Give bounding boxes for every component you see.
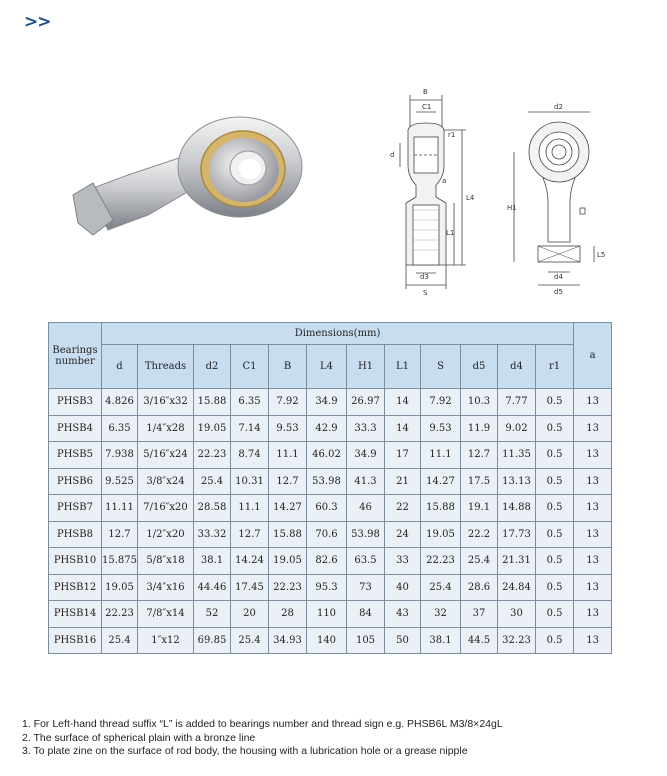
table-cell: 34.9	[307, 389, 347, 416]
table-row	[49, 627, 612, 654]
column-header: d2	[194, 345, 231, 389]
bearing-number-cell: PHSB3	[49, 389, 102, 416]
table-cell: 19.05	[421, 521, 461, 548]
table-cell: 26.97	[347, 389, 385, 416]
table-row	[49, 389, 612, 416]
header-bearings-number: Bearings number	[49, 323, 102, 389]
label-r1: r1	[448, 131, 456, 139]
table-cell: 22.23	[194, 442, 231, 469]
table-cell: 41.3	[347, 468, 385, 495]
table-cell: 17.45	[231, 574, 269, 601]
table-cell: 12.7	[231, 521, 269, 548]
table-cell: 32.23	[498, 627, 536, 654]
table-cell: 70.6	[307, 521, 347, 548]
table-cell: 38.1	[194, 548, 231, 575]
column-header: B	[269, 345, 307, 389]
column-header: d5	[461, 345, 498, 389]
table-cell: 12.7	[102, 521, 138, 548]
label-H1: H1	[507, 204, 517, 212]
table-cell: 0.5	[536, 574, 574, 601]
table-row	[49, 495, 612, 522]
table-row	[49, 548, 612, 575]
table-cell: 7.14	[231, 415, 269, 442]
table-row	[49, 415, 612, 442]
column-header: d4	[498, 345, 536, 389]
table-cell: 12.7	[461, 442, 498, 469]
note-1: 1. For Left-hand thread suffix “L” is added to bearings number and thread sign e.g. PHSB6L M3/8×24gL	[22, 718, 503, 730]
table-cell: 7.938	[102, 442, 138, 469]
table-cell: 13	[574, 442, 612, 469]
table-cell: 3/16″x32	[138, 389, 194, 416]
table-cell: 28.6	[461, 574, 498, 601]
table-cell: 0.5	[536, 627, 574, 654]
table-cell: 7/8″x14	[138, 601, 194, 628]
table-cell: 19.05	[102, 574, 138, 601]
table-cell: 15.88	[269, 521, 307, 548]
table-cell: 10.3	[461, 389, 498, 416]
table-cell: 13	[574, 468, 612, 495]
table-cell: 30	[498, 601, 536, 628]
table-cell: 7/16″x20	[138, 495, 194, 522]
label-d5: d5	[554, 288, 563, 296]
column-header: d	[102, 345, 138, 389]
table-cell: 6.35	[231, 389, 269, 416]
label-d2: d2	[554, 103, 563, 111]
table-cell: 9.53	[421, 415, 461, 442]
label-L1: L1	[446, 229, 455, 237]
label-S: S	[423, 289, 428, 297]
table-row	[49, 521, 612, 548]
table-cell: 14	[385, 389, 421, 416]
header-arrows: >>	[24, 12, 51, 32]
table-cell: 14.27	[421, 468, 461, 495]
table-cell: 12.7	[269, 468, 307, 495]
table-row	[49, 601, 612, 628]
table-cell: 0.5	[536, 601, 574, 628]
table-cell: 22.23	[269, 574, 307, 601]
bearing-number-cell: PHSB8	[49, 521, 102, 548]
header-a: a	[574, 323, 612, 389]
label-L5: L5	[597, 251, 606, 259]
bearing-number-cell: PHSB14	[49, 601, 102, 628]
note-3: 3. To plate zine on the surface of rod body, the housing with a lubrication hole or a grease nipple	[22, 745, 468, 757]
table-cell: 22.23	[421, 548, 461, 575]
table-cell: 25.4	[421, 574, 461, 601]
column-header-row	[49, 345, 612, 389]
table-cell: 13	[574, 415, 612, 442]
table-cell: 53.98	[307, 468, 347, 495]
table-cell: 24.84	[498, 574, 536, 601]
table-cell: 17.5	[461, 468, 498, 495]
table-cell: 82.6	[307, 548, 347, 575]
label-a: a	[442, 177, 447, 185]
table-cell: 33.32	[194, 521, 231, 548]
table-cell: 0.5	[536, 495, 574, 522]
table-cell: 140	[307, 627, 347, 654]
table-cell: 22.2	[461, 521, 498, 548]
table-cell: 33	[385, 548, 421, 575]
table-cell: 34.9	[347, 442, 385, 469]
table-cell: 13	[574, 548, 612, 575]
table-row	[49, 574, 612, 601]
label-d: d	[390, 151, 395, 159]
bearing-number-cell: PHSB16	[49, 627, 102, 654]
table-cell: 52	[194, 601, 231, 628]
bearing-number-cell: PHSB5	[49, 442, 102, 469]
column-header: C1	[231, 345, 269, 389]
dimension-table-container	[48, 322, 611, 652]
table-cell: 0.5	[536, 389, 574, 416]
note-2: 2. The surface of spherical plain with a bronze line	[22, 731, 256, 744]
table-cell: 13	[574, 495, 612, 522]
table-cell: 0.5	[536, 521, 574, 548]
table-cell: 11.1	[269, 442, 307, 469]
table-cell: 14	[385, 415, 421, 442]
table-cell: 19.05	[194, 415, 231, 442]
label-C1: C1	[422, 103, 432, 111]
table-cell: 1″x12	[138, 627, 194, 654]
table-cell: 69.85	[194, 627, 231, 654]
table-cell: 25.4	[461, 548, 498, 575]
table-cell: 21	[385, 468, 421, 495]
table-cell: 11.1	[421, 442, 461, 469]
table-cell: 9.525	[102, 468, 138, 495]
table-cell: 5/16″x24	[138, 442, 194, 469]
table-cell: 44.46	[194, 574, 231, 601]
side-section-drawing	[380, 85, 495, 297]
table-body	[49, 389, 612, 654]
column-header: L4	[307, 345, 347, 389]
table-cell: 25.4	[231, 627, 269, 654]
notes	[22, 718, 503, 759]
table-cell: 0.5	[536, 415, 574, 442]
column-header: S	[421, 345, 461, 389]
table-cell: 50	[385, 627, 421, 654]
table-cell: 0.5	[536, 468, 574, 495]
table-cell: 13	[574, 521, 612, 548]
table-cell: 19.05	[269, 548, 307, 575]
table-cell: 6.35	[102, 415, 138, 442]
table-cell: 25.4	[194, 468, 231, 495]
table-cell: 63.5	[347, 548, 385, 575]
table-row	[49, 442, 612, 469]
table-cell: 11.1	[231, 495, 269, 522]
table-cell: 84	[347, 601, 385, 628]
table-cell: 13	[574, 601, 612, 628]
table-cell: 11.11	[102, 495, 138, 522]
table-cell: 95.3	[307, 574, 347, 601]
table-cell: 25.4	[102, 627, 138, 654]
table-cell: 7.92	[421, 389, 461, 416]
table-cell: 17	[385, 442, 421, 469]
table-cell: 14.24	[231, 548, 269, 575]
table-row	[49, 468, 612, 495]
table-cell: 13	[574, 627, 612, 654]
bearing-number-cell: PHSB4	[49, 415, 102, 442]
table-cell: 19.1	[461, 495, 498, 522]
table-cell: 46	[347, 495, 385, 522]
table-cell: 43	[385, 601, 421, 628]
table-cell: 1/4″x28	[138, 415, 194, 442]
table-cell: 38.1	[421, 627, 461, 654]
label-d4: d4	[554, 273, 563, 281]
table-cell: 21.31	[498, 548, 536, 575]
table-cell: 10.31	[231, 468, 269, 495]
header-dimensions: Dimensions(mm)	[102, 323, 574, 345]
table-cell: 37	[461, 601, 498, 628]
column-header: r1	[536, 345, 574, 389]
bearing-number-cell: PHSB7	[49, 495, 102, 522]
label-L4: L4	[466, 194, 475, 202]
table-cell: 7.77	[498, 389, 536, 416]
table-cell: 34.93	[269, 627, 307, 654]
table-cell: 3/8″x24	[138, 468, 194, 495]
table-cell: 32	[421, 601, 461, 628]
table-cell: 9.02	[498, 415, 536, 442]
table-cell: 5/8″x18	[138, 548, 194, 575]
table-cell: 40	[385, 574, 421, 601]
table-cell: 22.23	[102, 601, 138, 628]
table-cell: 44.5	[461, 627, 498, 654]
table-cell: 0.5	[536, 548, 574, 575]
table-cell: 13.13	[498, 468, 536, 495]
table-cell: 73	[347, 574, 385, 601]
table-cell: 3/4″x16	[138, 574, 194, 601]
table-cell: 24	[385, 521, 421, 548]
table-cell: 60.3	[307, 495, 347, 522]
label-B: B	[423, 88, 428, 96]
table-cell: 9.53	[269, 415, 307, 442]
table-cell: 17.73	[498, 521, 536, 548]
dimension-table	[48, 322, 612, 654]
bearing-number-cell: PHSB6	[49, 468, 102, 495]
label-d3: d3	[420, 273, 429, 281]
table-cell: 22	[385, 495, 421, 522]
table-cell: 105	[347, 627, 385, 654]
table-cell: 8.74	[231, 442, 269, 469]
rod-end-bearing-photo	[68, 95, 318, 265]
table-cell: 15.88	[421, 495, 461, 522]
table-cell: 13	[574, 574, 612, 601]
table-cell: 42.9	[307, 415, 347, 442]
table-cell: 14.27	[269, 495, 307, 522]
table-cell: 13	[574, 389, 612, 416]
column-header: Threads	[138, 345, 194, 389]
table-cell: 11.35	[498, 442, 536, 469]
table-cell: 33.3	[347, 415, 385, 442]
table-cell: 0.5	[536, 442, 574, 469]
table-cell: 1/2″x20	[138, 521, 194, 548]
table-cell: 11.9	[461, 415, 498, 442]
bearing-number-cell: PHSB10	[49, 548, 102, 575]
front-view-drawing	[508, 102, 618, 297]
table-cell: 15.88	[194, 389, 231, 416]
table-cell: 15.875	[102, 548, 138, 575]
table-cell: 53.98	[347, 521, 385, 548]
table-cell: 110	[307, 601, 347, 628]
table-cell: 28.58	[194, 495, 231, 522]
table-cell: 20	[231, 601, 269, 628]
column-header: L1	[385, 345, 421, 389]
table-cell: 28	[269, 601, 307, 628]
bearing-number-cell: PHSB12	[49, 574, 102, 601]
table-cell: 14.88	[498, 495, 536, 522]
table-cell: 46.02	[307, 442, 347, 469]
table-cell: 7.92	[269, 389, 307, 416]
table-cell: 4.826	[102, 389, 138, 416]
column-header: H1	[347, 345, 385, 389]
